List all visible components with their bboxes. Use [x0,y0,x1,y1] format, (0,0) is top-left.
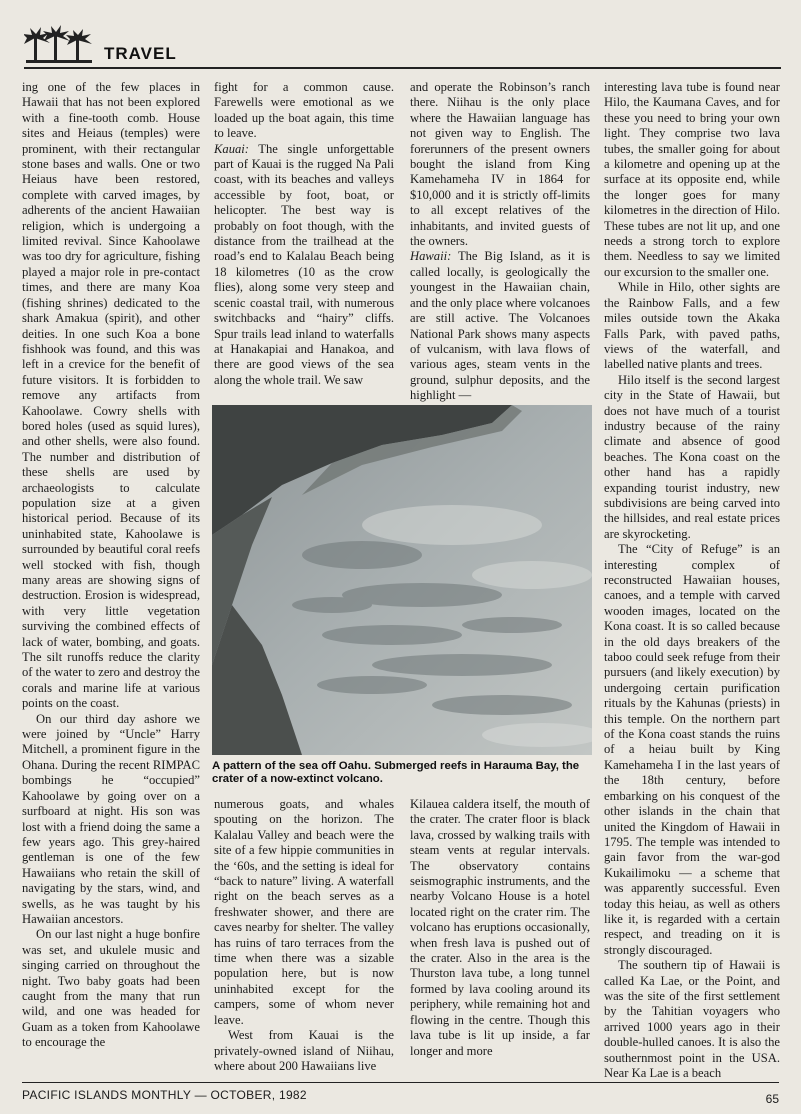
section-header [24,24,781,70]
paragraph: and operate the Robinson’s ranch there. Niihau is the only place where the Hawaiian language has not given way to English. The forerunners of the present owners bought the island from King Kamehameha IV in 1864 for $10,000 and it is strictly off-limits to all except relatives of the inhabitants, and invited guests of the owners. [410,80,590,249]
kauai-subhead: Kauai: [214,141,249,156]
paragraph: West from Kauai is the privately-owned island of Niihau, where about 200 Hawaiians live [214,1028,394,1073]
palm-trees-icon [24,24,94,64]
paragraph: On our last night a huge bonfire was set, and ukulele music and singing carried on throughout the night. Two baby goats had been caught from the many that run wild, and one was headed for Guam as a token from Kahoolawe to encourage the [22,927,200,1050]
paragraph: numerous goats, and whales spouting on the horizon. The Kalalau Valley and beach were the site of a few hippie communities in the ‘60s, and the setting is ideal for “back to nature” living. A waterfall right on the beach serves as a freshwater shower, and there are caves nearby for shelter. The valley has ruins of taro terraces from the time when there was a sizable population here, but is now uninhabited except for the campers, some of whom never leave. [214,797,394,1027]
paragraph: fight for a common cause. Farewells were emotional as we loaded up the boat again, this time to leave. [214,80,394,141]
photo-caption: A pattern of the sea off Oahu. Submerged reefs in Harauma Bay, the crater of a now-extinct volcano. [212,760,580,785]
article-column-3 [410,80,590,404]
article-column-1 [22,80,200,1051]
paragraph: Kilauea caldera itself, the mouth of the crater. The crater floor is black lava, crossed by walking trails with steam vents at regular intervals. The observatory contains seismographic instruments, and the nearby Volcano House is a hotel located right on the crater rim. The volcano has eruptions occasionally, when fresh lava is pushed out of the crater. Also in the area is the Thurston lava tube, a long tunnel formed by lava cooling around its periphery, while remaining hot and flowing in the centre. Though this lava tube is lit up inside, a far longer and more [410,797,590,1058]
hawaii-paragraph [410,249,590,403]
article-column-2 [214,80,394,388]
footer-rule [22,1082,779,1083]
paragraph: interesting lava tube is found near Hilo, the Kaumana Caves, and for these you need to bring your own light. They comprise two lava tubes, the smaller going for about a kilometre and opening up at the surface at its opposite end, while the longer goes for many kilometres in the direction of Hilo. These tubes are not lit up, and one needs a strong torch to explore them. Needless to say we limited our excursion to the smaller one. [604,80,780,279]
photo-oahu-sea [212,405,592,755]
paragraph: On our third day ashore we were joined by “Uncle” Harry Mitchell, a prominent figure in the Ohana. During the recent RIMPAC bombings he “occupied” Kahoolawe by going over on a surfboard at night. His son was lost with a friend doing the same a few years ago. This grey-haired gentleman is one of the few Hawaiians who retain the skill of navigating by the stars, wind, and swells, as he was taught by his Hawaiian ancestors. [22,711,200,926]
paragraph: ing one of the few places in Hawaii that has not been explored with a fine-tooth comb. House sites and Heiaus (temples) were prominent, with their rectangular stone bases and walls. One or two Heiaus have been restored, complete with carved images, by adherents of the ancient Hawaiian religion, which is undergoing a limited revival. Since Kahoolawe was too dry for agriculture, fishing played a major role in pre-contact times, and there are many Koa (fishing shrines) dedicated to the shark Amakua (spirit), and other deities. In one such Koa a bone fishhook was found, and this was left in a crevice for the benefit of future visitors. It is forbidden to remove any artifacts from Kahoolawe. Cowry shells with bored holes (used as squid lures), and other shells, were also found. The number and distribution of these shells are used by archaeologists to calculate population size at a given historical period. Because of its uninhabited state, Kahoolawe is surrounded by beautiful coral reefs well stocked with fish, though many areas are showing signs of destruction. Erosion is widespread, with very little vegetation surviving the combined effects of lack of water, bombing, and goats. The silt runoffs reduce the clarity of the water to zero and destroy the corals and marine life at various points on the coast. [22,80,200,711]
article-column-3-continued [410,797,590,1059]
article-column-4 [604,80,780,1081]
publication-footer: PACIFIC ISLANDS MONTHLY — OCTOBER, 1982 [22,1088,307,1102]
hawaii-text: The Big Island, as it is called locally, is geologically the youngest in the Hawaiian chain, and the only place where volcanoes are still active. The Volcanoes National Park shows many aspects of vulcanism, with lava flows of various ages, steam vents in the ground, sulphur deposits, and the highlight — [410,249,590,403]
paragraph: The “City of Refuge” is an interesting complex of reconstructed Hawaiian houses, canoes, and a temple with carved wooden images, located on the Kona coast. It is so called because in the old days breakers of the taboo could seek refuge from their pursuers (and likely execution) by undergoing certain purification rituals by the Kahunas (priests) in this temple. On the northern part of the Kona coast stands the ruins of a heiau built by King Kamehameha I in the last years of the 18th century, before embarking on his conquest of the other islands in the chain that united the Kingdom of Hawaii in 1795. The temple was intended to gain favor from the war-god Kukailimoku — a scheme that was apparently successful. Even today this heiau, as well as others like it, is regarded with a certain respect, and treading on it is strongly discouraged. [604,542,780,957]
photo-reef-image [212,405,592,755]
article-column-2-continued [214,797,394,1074]
kauai-paragraph [214,142,394,389]
page-number: 65 [765,1092,779,1106]
paragraph: The southern tip of Hawaii is called Ka Lae, or the Point, and was the site of the first settlement by the Tahitian voyagers who arrived 1000 years ago in their double-hulled canoes. It is also the southernmost point in the USA. Near Ka Lae is a beach [604,958,780,1080]
paragraph: Hilo itself is the second largest city in the State of Hawaii, but does not have much of a tourist industry because of the rainy climate and absence of good beaches. The Kona coast on the other hand has a rapidly expanding tourist industry, new subdivisions are being carved into the hillsides, and real estate prices are skyrocketing. [604,372,780,541]
header-rule [24,67,781,69]
hawaii-subhead: Hawaii: [410,249,452,264]
paragraph: While in Hilo, other sights are the Rainbow Falls, and a few miles outside town the Akaka Falls Park, with paved paths, views of the waterfall, and labelled native plants and trees. [604,280,780,372]
kauai-text: The single unforgettable part of Kauai is the rugged Na Pali coast, with its beaches and valleys accessible by foot, boat, or helicopter. The best way is probably on foot though, with the distance from the trailhead at the road’s end to Kalalau Beach being 18 kilometres (10 as the crow flies), along some very steep and scenic coastal trail, with numerous switchbacks and “hairy” cliffs. Spur trails lead inland to waterfalls at Hanakapiai and Hanakoa, and there are good views of the sea along the whole trail. We saw [214,141,394,387]
section-title: TRAVEL [104,44,177,63]
